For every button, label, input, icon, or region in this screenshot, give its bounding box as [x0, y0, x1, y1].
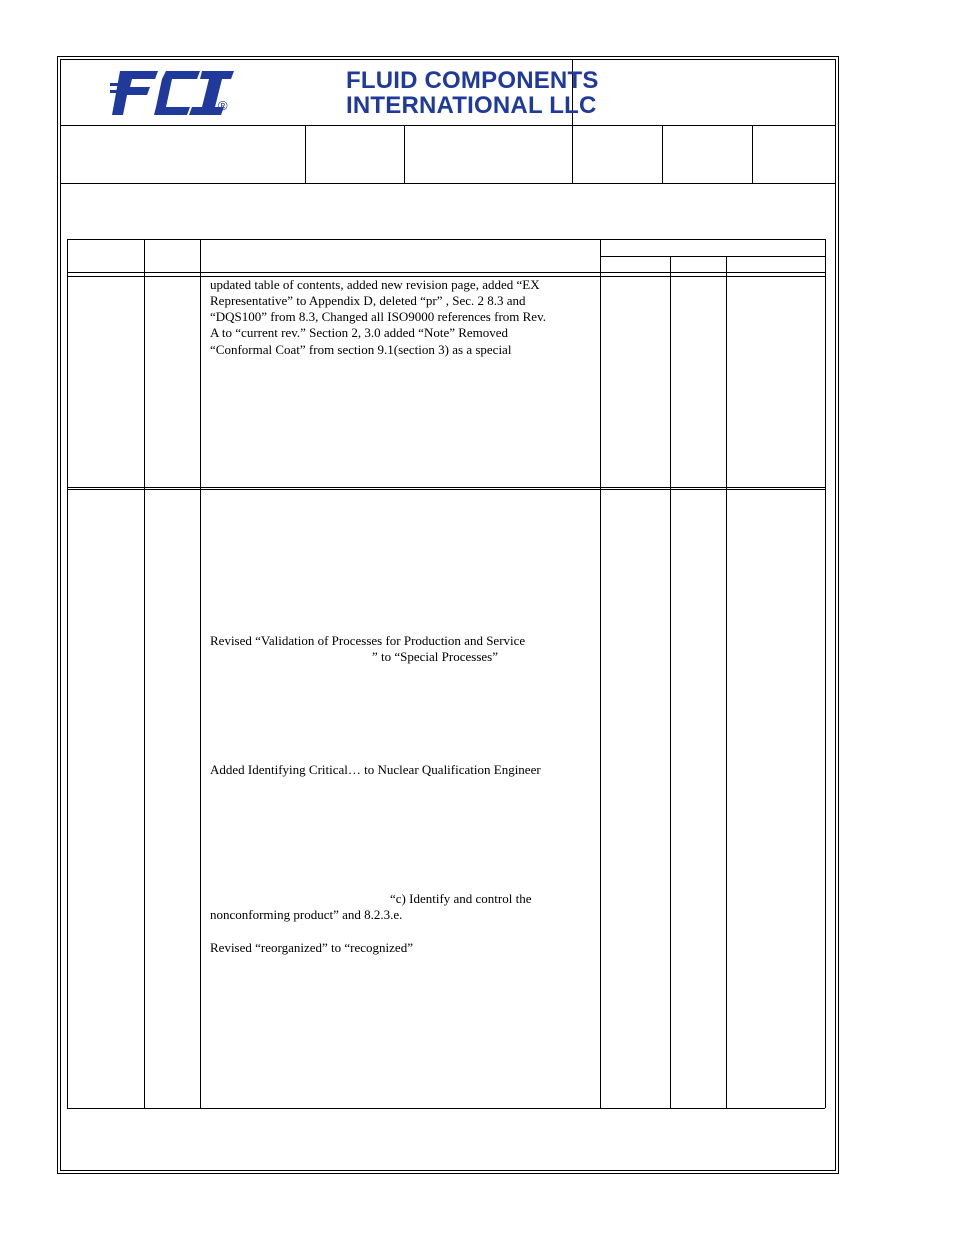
row2-validation-line-2: ” to “Special Processes” [372, 649, 498, 664]
row1-line-1: updated table of contents, added new revision page, added “EX [210, 277, 540, 292]
company-name-line1: FLUID COMPONENTS [346, 67, 599, 94]
company-logo [110, 67, 599, 119]
row2-nonconforming-line-2: nonconforming product” and 8.2.3.e. [210, 907, 403, 922]
row1-line-2: Representative” to Appendix D, deleted “pr” , Sec. 2 8.3 and [210, 293, 526, 308]
row1-line-5: “Conformal Coat” from section 9.1(section 3) as a special [210, 342, 512, 357]
row1-line-4: A to “current rev.” Section 2, 3.0 added “Note” Removed [210, 325, 509, 340]
row2-nonconforming-line-1: “c) Identify and control the [390, 891, 532, 906]
company-name-line2: INTERNATIONAL LLC [346, 92, 597, 119]
row1-line-3: “DQS100” from 8.3, Changed all ISO9000 references from Rev. [210, 309, 546, 324]
row2-nuclear-line: Added Identifying Critical… to Nuclear Qualification Engineer [210, 762, 541, 777]
row2-recognized-line: Revised “reorganized” to “recognized” [210, 940, 413, 955]
row2-validation-line-1: Revised “Validation of Processes for Production and Service [210, 633, 526, 648]
page-border-inner [60, 59, 836, 1171]
registered-mark: ® [218, 98, 228, 113]
